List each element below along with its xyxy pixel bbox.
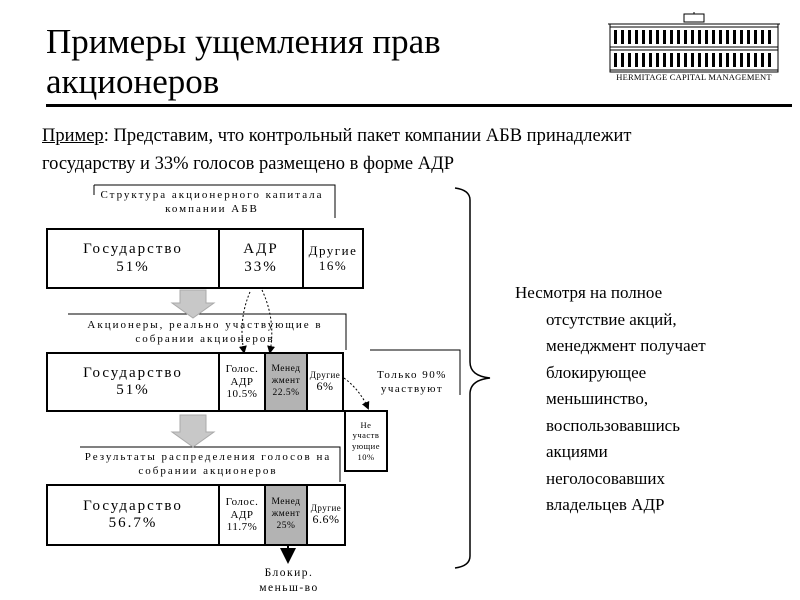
block2-other-pct: 6%	[316, 379, 334, 394]
page-title-line2: акционеров	[46, 62, 220, 101]
block1-gov-name: Государство	[83, 241, 183, 258]
block2-gov-pct: 51%	[116, 382, 150, 398]
block1-adr-box	[218, 228, 304, 289]
block2-adr-pct: 10.5%	[226, 388, 258, 401]
block1-caption	[92, 188, 332, 216]
block3-mgmt-name2: жмент	[271, 509, 301, 520]
block3-gov-box	[46, 484, 220, 546]
page-title-line1: Примеры ущемления прав	[46, 22, 441, 61]
nonpart-line1: Не	[360, 419, 372, 430]
block2-gov-name: Государство	[83, 364, 183, 381]
block1-other-name: Другие	[308, 242, 358, 258]
block1-other-box	[302, 228, 364, 289]
blocking-minority-label	[244, 566, 334, 596]
block3-gov-name: Государство	[83, 497, 183, 514]
intro-line1-rest: : Представим, что контрольный пакет компании АБВ принадлежит	[103, 126, 632, 146]
block2-adr-name2: АДР	[230, 375, 254, 388]
intro-label: Пример	[42, 126, 104, 146]
conclusion-text	[515, 280, 706, 519]
block3-adr-box	[218, 484, 266, 546]
conclusion-line2: отсутствие акций,	[546, 309, 677, 329]
only90-note	[372, 368, 452, 396]
block3-other-name: Другие	[310, 502, 342, 513]
conclusion-line6: воспользовавшись	[546, 415, 680, 435]
block3-adr-name1: Голос.	[225, 496, 259, 509]
block2-adr-name1: Голос.	[225, 363, 259, 376]
nonpart-box	[344, 410, 388, 472]
down-arrow-2	[172, 415, 214, 447]
block1-adr-pct: 33%	[244, 258, 278, 275]
block2-caption	[70, 318, 340, 346]
conclusion-line9: владельцев АДР	[546, 495, 665, 514]
block1-adr-name: АДР	[243, 241, 279, 258]
only90-line2: участвуют	[380, 383, 444, 395]
block2-mgmt-pct: 22.5%	[272, 387, 300, 398]
nonpart-line2: участв	[352, 430, 380, 441]
block3-caption	[78, 450, 338, 478]
block3-mgmt-box	[264, 484, 308, 546]
blocking-line2: меньш-во	[259, 582, 319, 594]
block3-caption-line2: собрании акционеров	[138, 465, 278, 477]
block2-mgmt-name1: Менед	[271, 364, 301, 375]
only90-line1: Только 90%	[377, 369, 447, 381]
conclusion-line8: неголосовавших	[546, 468, 665, 488]
block1-other-pct: 16%	[318, 257, 348, 273]
conclusion-line7: акциями	[546, 442, 608, 461]
block2-mgmt-name2: жмент	[271, 376, 301, 387]
block3-adr-pct: 11.7%	[226, 521, 258, 534]
block3-gov-pct: 56.7%	[108, 515, 158, 531]
block3-caption-line1: Результаты распределения голосов на	[84, 451, 332, 463]
block1-gov-pct: 51%	[116, 258, 150, 275]
blocking-line1: Блокир.	[264, 567, 314, 579]
conclusion-line1: Несмотря на полное	[515, 283, 663, 302]
block3-mgmt-name1: Менед	[271, 497, 301, 508]
nonpart-line3: ующие	[352, 441, 380, 451]
intro-line2: государству и 33% голосов размещено в форме АДР	[42, 154, 455, 174]
block1-caption-line1: Структура акционерного капитала	[100, 189, 324, 201]
logo-caption: HERMITAGE CAPITAL MANAGEMENT	[616, 72, 772, 82]
block2-other-name: Другие	[309, 369, 341, 380]
block3-other-box	[306, 484, 346, 546]
block2-caption-line1: Акционеры, реально участвующие в	[87, 319, 323, 331]
block2-other-box	[306, 352, 344, 412]
nonpart-pct: 10%	[357, 451, 375, 462]
block1-caption-line2: компании АБВ	[165, 203, 259, 215]
conclusion-line4: блокирующее	[546, 362, 647, 382]
conclusion-line5: меньшинство,	[546, 389, 649, 408]
block2-caption-line2: собрании акционеров	[135, 333, 275, 345]
block3-other-pct: 6.6%	[312, 512, 340, 527]
block3-adr-name2: АДР	[230, 508, 254, 521]
block3-mgmt-pct: 25%	[276, 520, 296, 531]
block2-gov-box	[46, 352, 220, 412]
conclusion-line3: менеджмент получает	[546, 336, 706, 355]
block2-mgmt-box	[264, 352, 308, 412]
block2-adr-box	[218, 352, 266, 412]
block1-gov-box	[46, 228, 220, 289]
to-nonpart-arrow	[344, 378, 368, 408]
